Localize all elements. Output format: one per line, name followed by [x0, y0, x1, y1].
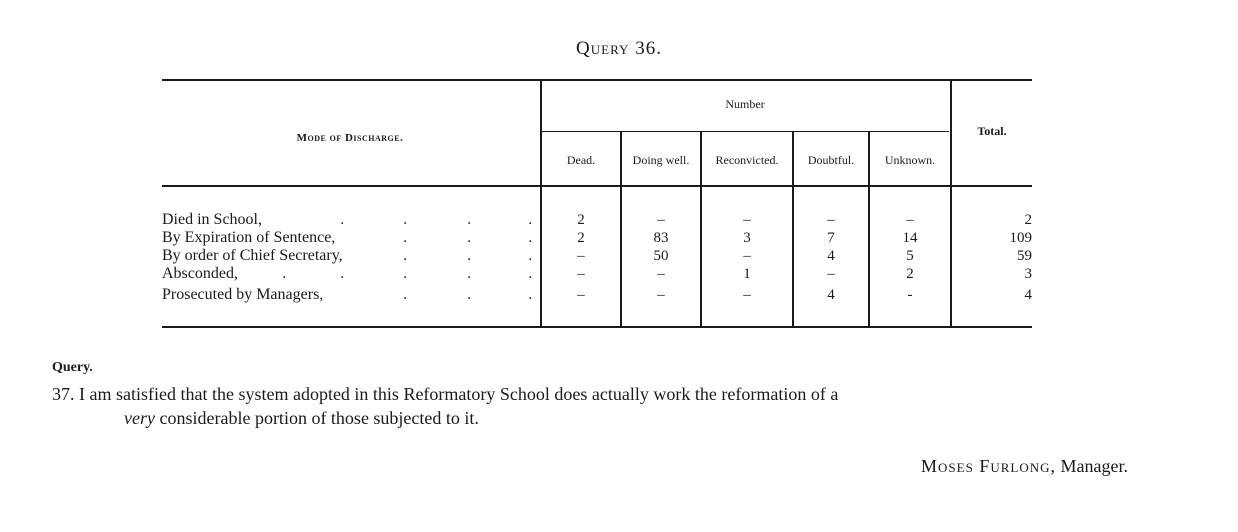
row-label-died-in-school: Died in School,	[162, 211, 262, 228]
table-cell: 4	[827, 287, 835, 303]
table-cell: –	[657, 266, 665, 282]
row-label-chief-secretary: By order of Chief Secretary,	[162, 247, 343, 264]
leader-dots: .	[467, 212, 472, 228]
leader-dots: .	[528, 248, 533, 264]
table-cell: –	[827, 266, 835, 282]
leader-dots: .	[403, 230, 408, 246]
table-cell: –	[827, 212, 835, 228]
leader-dots: .	[467, 287, 472, 303]
table-top-rule	[162, 79, 1032, 81]
leader-dots: .	[403, 266, 408, 282]
table-cell: 1	[743, 266, 751, 282]
table-cell: 83	[653, 230, 669, 246]
row-label-prosecuted-by-managers: Prosecuted by Managers,	[162, 286, 324, 303]
column-header-reconvicted: Reconvicted.	[715, 153, 779, 167]
table-cell: 5	[906, 248, 914, 264]
query-37-answer	[52, 382, 1152, 430]
total-header: Total.	[977, 124, 1007, 138]
signature-role: Manager.	[1060, 456, 1128, 476]
table-cell: 2	[906, 266, 914, 282]
table-cell: –	[657, 287, 665, 303]
column-header-dead: Dead.	[566, 153, 596, 167]
table-cell-total: 4	[1024, 287, 1032, 303]
column-header-doubtful: Doubtful.	[807, 153, 855, 167]
leader-dots: .	[528, 230, 533, 246]
leader-dots: .	[528, 212, 533, 228]
answer-text-line1: I am satisfied that the system adopted in this Reformatory School does actually work the reformation of a	[79, 384, 839, 404]
column-header-doing-well: Doing well.	[632, 153, 690, 167]
number-header-rule	[541, 131, 949, 132]
table-cell: 4	[827, 248, 835, 264]
table-bottom-rule	[162, 326, 1032, 328]
table-cell: -	[907, 287, 913, 303]
leader-dots: .	[403, 248, 408, 264]
header-bottom-rule	[162, 185, 1032, 187]
table-cell: –	[743, 212, 751, 228]
table-cell: –	[743, 287, 751, 303]
column-header-unknown: Unknown.	[884, 153, 936, 167]
query-36-title: Query 36.	[576, 38, 662, 59]
table-cell-total: 2	[1024, 212, 1032, 228]
table-cell: –	[906, 212, 914, 228]
leader-dots: .	[403, 212, 408, 228]
leader-dots: .	[467, 266, 472, 282]
leader-dots: .	[528, 287, 533, 303]
table-cell: –	[577, 287, 585, 303]
table-cell-total: 3	[1024, 266, 1032, 282]
leader-dots: .	[403, 287, 408, 303]
table-cell-total: 59	[1017, 248, 1032, 264]
leader-dots: .	[282, 266, 287, 282]
table-cell: –	[657, 212, 665, 228]
table-cell-total: 109	[1009, 230, 1032, 246]
table-cell: 2	[577, 230, 585, 246]
leader-dots: .	[340, 266, 345, 282]
table-cell: 50	[653, 248, 669, 264]
table-cell: –	[577, 266, 585, 282]
number-header: Number	[725, 97, 765, 111]
table-cell: 3	[743, 230, 751, 246]
answer-emphasis: very	[124, 408, 155, 428]
answer-line2	[52, 406, 1152, 430]
query-label: Query.	[52, 360, 93, 375]
table-cell: 14	[902, 230, 918, 246]
answer-text-line2: considerable portion of those subjected to it.	[159, 408, 479, 428]
leader-dots: .	[467, 230, 472, 246]
table-cell: 7	[827, 230, 835, 246]
leader-dots: .	[467, 248, 472, 264]
row-label-expiration-of-sentence: By Expiration of Sentence,	[162, 229, 336, 246]
signature-name: Moses Furlong,	[921, 456, 1057, 476]
table-cell: –	[577, 248, 585, 264]
signature	[921, 456, 1128, 477]
table-cell: –	[743, 248, 751, 264]
answer-number: 37.	[52, 384, 75, 404]
leader-dots: .	[340, 212, 345, 228]
leader-dots: .	[528, 266, 533, 282]
table-cell: 2	[577, 212, 585, 228]
mode-of-discharge-header: Mode of Discharge.	[296, 132, 404, 144]
row-label-absconded: Absconded,	[162, 265, 238, 282]
